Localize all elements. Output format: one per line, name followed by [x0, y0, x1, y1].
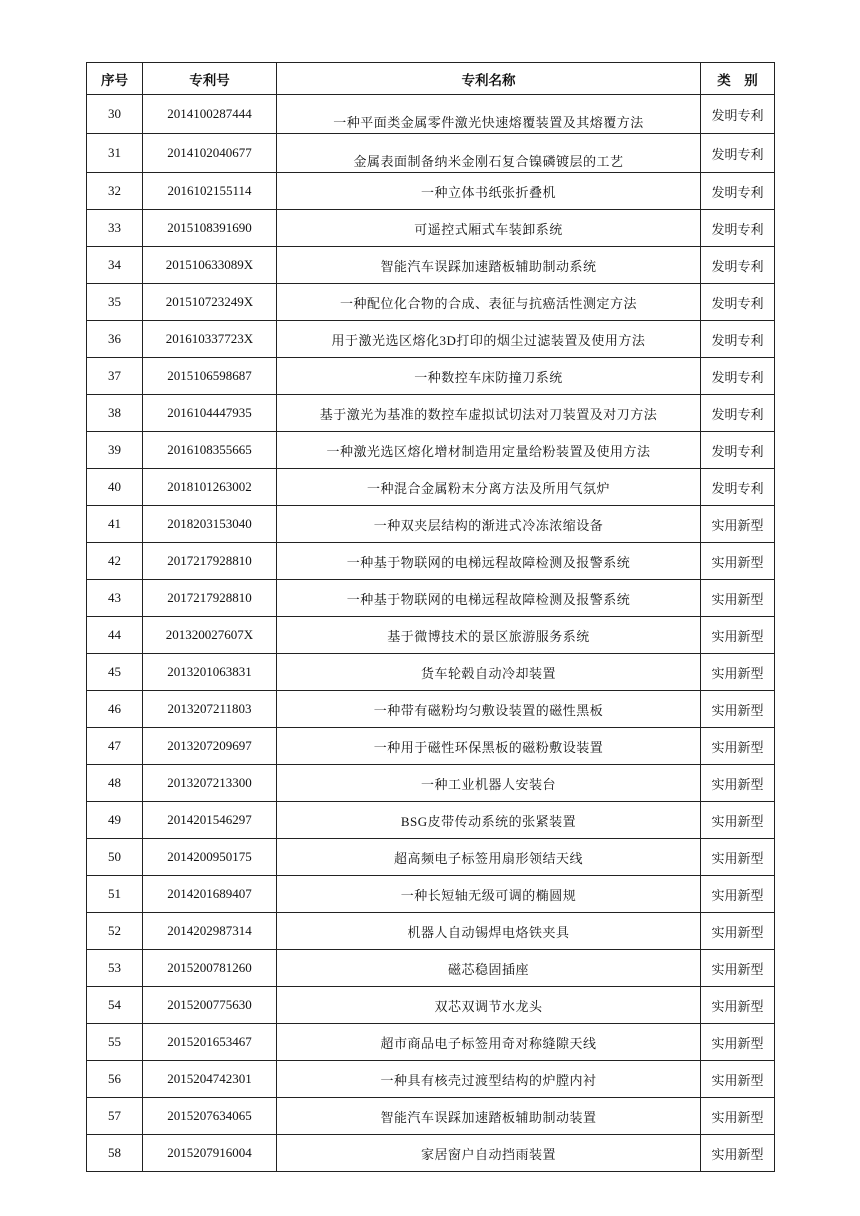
cell-patent-name: 一种配位化合物的合成、表征与抗癌活性测定方法 — [277, 284, 701, 321]
table-row — [87, 1024, 775, 1061]
cell-serial-number: 44 — [87, 617, 143, 654]
cell-patent-number: 2015201653467 — [143, 1024, 277, 1061]
cell-category: 发明专利 — [701, 469, 775, 506]
cell-patent-number: 2015200775630 — [143, 987, 277, 1024]
cell-patent-name: 基于激光为基准的数控车虚拟试切法对刀装置及对刀方法 — [277, 395, 701, 432]
cell-serial-number: 39 — [87, 432, 143, 469]
cell-category: 实用新型 — [701, 802, 775, 839]
cell-category: 发明专利 — [701, 95, 775, 134]
table-row — [87, 765, 775, 802]
cell-patent-name: 金属表面制备纳米金刚石复合镍磷镀层的工艺 — [277, 134, 701, 173]
header-patent-number: 专利号 — [143, 63, 277, 95]
cell-category: 发明专利 — [701, 358, 775, 395]
cell-patent-name: 磁芯稳固插座 — [277, 950, 701, 987]
cell-category: 实用新型 — [701, 654, 775, 691]
cell-patent-number: 2016102155114 — [143, 173, 277, 210]
cell-serial-number: 56 — [87, 1061, 143, 1098]
table-row — [87, 654, 775, 691]
table-row — [87, 1135, 775, 1172]
cell-serial-number: 40 — [87, 469, 143, 506]
cell-patent-number: 2015106598687 — [143, 358, 277, 395]
cell-category: 实用新型 — [701, 580, 775, 617]
cell-serial-number: 42 — [87, 543, 143, 580]
cell-serial-number: 50 — [87, 839, 143, 876]
cell-patent-number: 2015200781260 — [143, 950, 277, 987]
cell-category: 实用新型 — [701, 506, 775, 543]
cell-serial-number: 41 — [87, 506, 143, 543]
cell-serial-number: 45 — [87, 654, 143, 691]
table-row — [87, 728, 775, 765]
cell-category: 实用新型 — [701, 839, 775, 876]
table-row — [87, 134, 775, 173]
cell-serial-number: 36 — [87, 321, 143, 358]
cell-patent-name: 一种用于磁性环保黑板的磁粉敷设装置 — [277, 728, 701, 765]
table-row — [87, 802, 775, 839]
cell-serial-number: 51 — [87, 876, 143, 913]
table-row — [87, 876, 775, 913]
table-row — [87, 358, 775, 395]
cell-category: 实用新型 — [701, 543, 775, 580]
cell-patent-name: 一种数控车床防撞刀系统 — [277, 358, 701, 395]
cell-patent-number: 2014102040677 — [143, 134, 277, 173]
cell-patent-name: BSG皮带传动系统的张紧装置 — [277, 802, 701, 839]
cell-category: 发明专利 — [701, 173, 775, 210]
cell-serial-number: 35 — [87, 284, 143, 321]
cell-patent-number: 201320027607X — [143, 617, 277, 654]
cell-category: 实用新型 — [701, 876, 775, 913]
cell-category: 发明专利 — [701, 432, 775, 469]
cell-patent-number: 201610337723X — [143, 321, 277, 358]
cell-patent-name: 智能汽车误踩加速踏板辅助制动系统 — [277, 247, 701, 284]
cell-patent-number: 2017217928810 — [143, 543, 277, 580]
cell-serial-number: 49 — [87, 802, 143, 839]
cell-patent-number: 2015207916004 — [143, 1135, 277, 1172]
cell-serial-number: 30 — [87, 95, 143, 134]
cell-category: 实用新型 — [701, 691, 775, 728]
cell-category: 实用新型 — [701, 1024, 775, 1061]
cell-category: 实用新型 — [701, 1061, 775, 1098]
header-category: 类 别 — [701, 63, 775, 95]
cell-serial-number: 38 — [87, 395, 143, 432]
cell-category: 发明专利 — [701, 247, 775, 284]
table-row — [87, 839, 775, 876]
cell-category: 发明专利 — [701, 284, 775, 321]
table-row — [87, 987, 775, 1024]
cell-patent-number: 2018203153040 — [143, 506, 277, 543]
cell-patent-name: 超高频电子标签用扇形领结天线 — [277, 839, 701, 876]
cell-category: 实用新型 — [701, 913, 775, 950]
table-row — [87, 395, 775, 432]
cell-category: 发明专利 — [701, 210, 775, 247]
header-patent-name: 专利名称 — [277, 63, 701, 95]
cell-serial-number: 33 — [87, 210, 143, 247]
table-row — [87, 1061, 775, 1098]
cell-patent-number: 2016108355665 — [143, 432, 277, 469]
table-row — [87, 617, 775, 654]
table-row — [87, 913, 775, 950]
cell-patent-name: 可遥控式厢式车装卸系统 — [277, 210, 701, 247]
table-row — [87, 1098, 775, 1135]
cell-patent-name: 一种激光选区熔化增材制造用定量给粉装置及使用方法 — [277, 432, 701, 469]
cell-patent-name: 一种基于物联网的电梯远程故障检测及报警系统 — [277, 543, 701, 580]
cell-patent-name: 一种工业机器人安装台 — [277, 765, 701, 802]
cell-patent-number: 2018101263002 — [143, 469, 277, 506]
cell-serial-number: 31 — [87, 134, 143, 173]
cell-patent-name: 智能汽车误踩加速踏板辅助制动装置 — [277, 1098, 701, 1135]
cell-category: 实用新型 — [701, 765, 775, 802]
cell-patent-number: 2014201689407 — [143, 876, 277, 913]
cell-patent-number: 2013201063831 — [143, 654, 277, 691]
cell-serial-number: 32 — [87, 173, 143, 210]
cell-patent-number: 2017217928810 — [143, 580, 277, 617]
cell-serial-number: 55 — [87, 1024, 143, 1061]
cell-patent-number: 2013207213300 — [143, 765, 277, 802]
cell-patent-number: 2013207209697 — [143, 728, 277, 765]
cell-patent-number: 2014201546297 — [143, 802, 277, 839]
table-header-row — [87, 63, 775, 95]
patent-table — [86, 62, 775, 1172]
table-row — [87, 247, 775, 284]
table-row — [87, 321, 775, 358]
cell-category: 发明专利 — [701, 134, 775, 173]
cell-category: 实用新型 — [701, 950, 775, 987]
cell-patent-number: 2014202987314 — [143, 913, 277, 950]
table-row — [87, 432, 775, 469]
cell-category: 实用新型 — [701, 1098, 775, 1135]
table-row — [87, 173, 775, 210]
cell-patent-name: 货车轮毂自动冷却装置 — [277, 654, 701, 691]
cell-serial-number: 58 — [87, 1135, 143, 1172]
cell-patent-number: 2013207211803 — [143, 691, 277, 728]
table-row — [87, 691, 775, 728]
cell-patent-number: 2015204742301 — [143, 1061, 277, 1098]
cell-serial-number: 43 — [87, 580, 143, 617]
cell-serial-number: 46 — [87, 691, 143, 728]
cell-patent-name: 基于微博技术的景区旅游服务系统 — [277, 617, 701, 654]
cell-patent-name: 一种长短轴无级可调的椭圆规 — [277, 876, 701, 913]
cell-patent-number: 201510723249X — [143, 284, 277, 321]
cell-patent-name: 用于激光选区熔化3D打印的烟尘过滤装置及使用方法 — [277, 321, 701, 358]
cell-patent-name: 超市商品电子标签用奇对称缝隙天线 — [277, 1024, 701, 1061]
cell-category: 发明专利 — [701, 321, 775, 358]
table-row — [87, 210, 775, 247]
cell-patent-name: 双芯双调节水龙头 — [277, 987, 701, 1024]
cell-category: 发明专利 — [701, 395, 775, 432]
table-row — [87, 543, 775, 580]
cell-serial-number: 53 — [87, 950, 143, 987]
cell-patent-name: 一种平面类金属零件激光快速熔覆装置及其熔覆方法 — [277, 95, 701, 134]
cell-patent-number: 2014200950175 — [143, 839, 277, 876]
cell-category: 实用新型 — [701, 617, 775, 654]
cell-serial-number: 37 — [87, 358, 143, 395]
cell-category: 实用新型 — [701, 1135, 775, 1172]
table-row — [87, 580, 775, 617]
table-row — [87, 950, 775, 987]
cell-patent-number: 2014100287444 — [143, 95, 277, 134]
table-row — [87, 284, 775, 321]
cell-patent-name: 一种具有核壳过渡型结构的炉膛内衬 — [277, 1061, 701, 1098]
table-row — [87, 469, 775, 506]
cell-patent-name: 一种立体书纸张折叠机 — [277, 173, 701, 210]
cell-patent-number: 2015207634065 — [143, 1098, 277, 1135]
cell-serial-number: 52 — [87, 913, 143, 950]
cell-patent-name: 一种带有磁粉均匀敷设装置的磁性黑板 — [277, 691, 701, 728]
table-row — [87, 506, 775, 543]
cell-patent-name: 一种基于物联网的电梯远程故障检测及报警系统 — [277, 580, 701, 617]
cell-serial-number: 47 — [87, 728, 143, 765]
cell-patent-number: 2015108391690 — [143, 210, 277, 247]
cell-category: 实用新型 — [701, 728, 775, 765]
header-serial-number: 序号 — [87, 63, 143, 95]
cell-patent-name: 机器人自动锡焊电烙铁夹具 — [277, 913, 701, 950]
cell-serial-number: 57 — [87, 1098, 143, 1135]
cell-serial-number: 54 — [87, 987, 143, 1024]
patent-table-body — [87, 95, 775, 1172]
cell-patent-number: 2016104447935 — [143, 395, 277, 432]
cell-category: 实用新型 — [701, 987, 775, 1024]
cell-patent-number: 201510633089X — [143, 247, 277, 284]
cell-serial-number: 34 — [87, 247, 143, 284]
cell-patent-name: 一种混合金属粉末分离方法及所用气氛炉 — [277, 469, 701, 506]
table-row — [87, 95, 775, 134]
cell-patent-name: 一种双夹层结构的渐进式冷冻浓缩设备 — [277, 506, 701, 543]
cell-serial-number: 48 — [87, 765, 143, 802]
cell-patent-name: 家居窗户自动挡雨装置 — [277, 1135, 701, 1172]
